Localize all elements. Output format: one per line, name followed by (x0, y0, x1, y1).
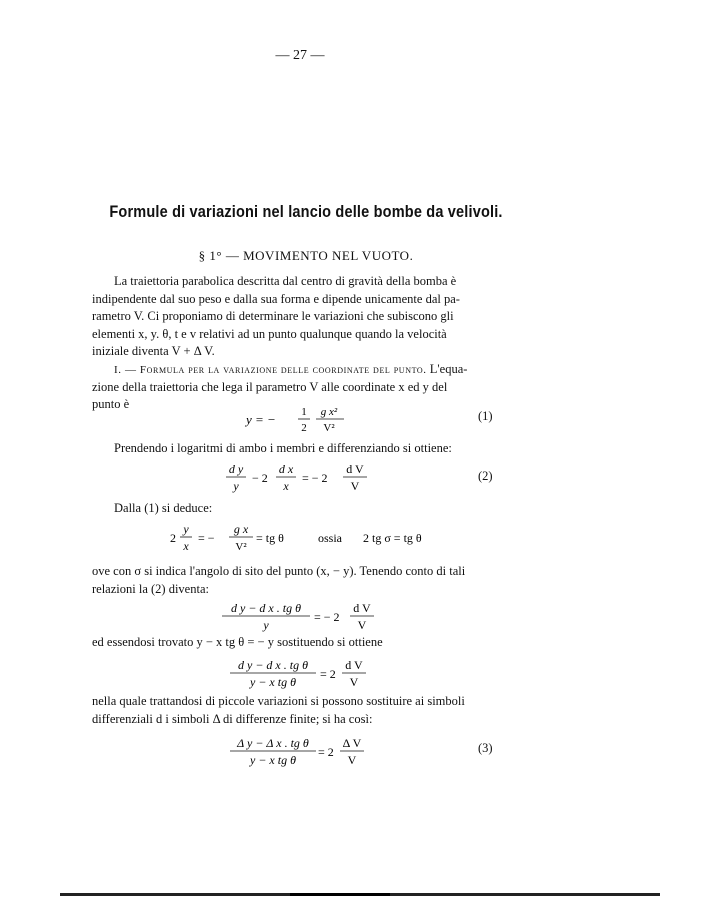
eq2-n3: d V (346, 462, 364, 476)
equation-5-svg (230, 732, 390, 774)
eqd-tg: = tg θ (256, 531, 284, 545)
page-number: — 27 — (275, 48, 325, 63)
eq2-d3: V (350, 479, 360, 493)
eq5-d2: V (347, 753, 357, 767)
eqd-right: 2 tg σ = tg θ (363, 531, 422, 545)
intro-line-1 (92, 273, 504, 291)
eq1-num2: g x² (320, 406, 338, 418)
intro-line-5: iniziale diventa V + Δ V. (92, 344, 215, 358)
eq5-rhs: = 2 (318, 745, 334, 759)
eq2-n2: d x (278, 462, 294, 476)
eq4-rhs: = 2 (320, 667, 336, 681)
section-one-line-1 (92, 361, 504, 380)
eq3-num: d y − d x . tg θ (231, 601, 301, 615)
equation-1-number: (1) (478, 409, 493, 423)
eq3-d2: V (357, 618, 367, 632)
intro-line-4: elementi x, y. θ, t e v relativi ad un punto qualunque quando la velocità (92, 327, 447, 341)
eq5-n2: Δ V (342, 736, 362, 750)
eq4-den: y − x tg θ (250, 675, 296, 689)
eq3-den: y (263, 618, 269, 632)
equation-3-svg (222, 597, 392, 639)
eq1-num1: 1 (301, 406, 307, 418)
eqd-d2: V² (235, 541, 247, 553)
equation-deduce (168, 518, 448, 565)
eqd-d1: x (183, 539, 189, 553)
text-angle-line-1: ove con σ si indica l'angolo di sito del punto (x, − y). Tenendo conto di tali (92, 564, 466, 578)
text-logarithm (92, 440, 504, 458)
eqd-ossia: ossia (318, 531, 342, 545)
eq1-lhs: y = − (246, 412, 276, 427)
text-deduce (92, 500, 504, 518)
eq5-den: y − x tg θ (250, 753, 296, 767)
text-angle-line-2: relazioni la (2) diventa: (92, 582, 209, 596)
eq1-den1: 2 (301, 422, 307, 434)
eq2-rhs: = − 2 (302, 471, 328, 485)
section-one-label: I. — Formula per la variazione delle coordinate del punto. (114, 364, 427, 376)
eqd-n2: g x (233, 522, 249, 536)
section-one-line-2: zione della traiettoria che lega il parametro V alle coordinate x ed y del (92, 380, 448, 394)
eq2-d1: y (233, 479, 239, 493)
equation-1-svg (240, 400, 370, 442)
section-one-tail: L'equa- (429, 362, 468, 376)
page-title: Formule di variazioni nel lancio delle bombe da velivoli. (109, 203, 503, 221)
eq3-rhs: = − 2 (314, 610, 340, 624)
equation-4-svg (230, 654, 390, 696)
eq2-mid: − 2 (252, 471, 268, 485)
eq5-num: Δ y − Δ x . tg θ (237, 736, 309, 750)
eqd-n1: y (183, 522, 189, 536)
equation-2-number: (2) (478, 469, 493, 483)
text-small-line-2: differenziali d i simboli Δ di differenze finite; si ha così: (92, 712, 373, 726)
eqd-c: 2 (170, 531, 176, 545)
text-small-line-1: nella quale trattandosi di piccole variazioni si possono sostituire ai simboli (92, 694, 465, 708)
text-logarithm-text: Prendendo i logaritmi di ambo i membri e differenziando si ottiene: (114, 441, 452, 455)
equation-5 (230, 732, 390, 779)
eqd-eq: = − (198, 531, 215, 545)
text-found: ed essendosi trovato y − x tg θ = − y sostituendo si ottiene (92, 635, 383, 649)
intro-line-1-text: La traiettoria parabolica descritta dal centro di gravità della bomba è (114, 274, 457, 288)
intro-line-2: indipendente dal suo peso e dalla sua forma e dipende unicamente dal pa- (92, 292, 460, 306)
equation-3-number: (3) (478, 741, 493, 755)
eq2-d2: x (283, 479, 289, 493)
equation-deduce-svg (168, 518, 448, 560)
section-one-line-3: punto è (92, 397, 130, 411)
equation-2-svg (224, 458, 384, 500)
equation-2 (224, 458, 384, 505)
bottom-edge-rule-dark (290, 893, 390, 896)
section-heading: § 1° — MOVIMENTO NEL VUOTO. (198, 248, 414, 263)
eq4-num: d y − d x . tg θ (238, 658, 308, 672)
eq2-n1: d y (228, 462, 244, 476)
text-deduce-text: Dalla (1) si deduce: (114, 501, 213, 515)
eq1-den2: V² (323, 422, 335, 434)
eq4-d2: V (349, 675, 359, 689)
eq4-n2: d V (345, 658, 363, 672)
intro-line-3: rametro V. Ci proponiamo di determinare le variazioni che subiscono gli (92, 309, 454, 323)
eq3-n2: d V (353, 601, 371, 615)
